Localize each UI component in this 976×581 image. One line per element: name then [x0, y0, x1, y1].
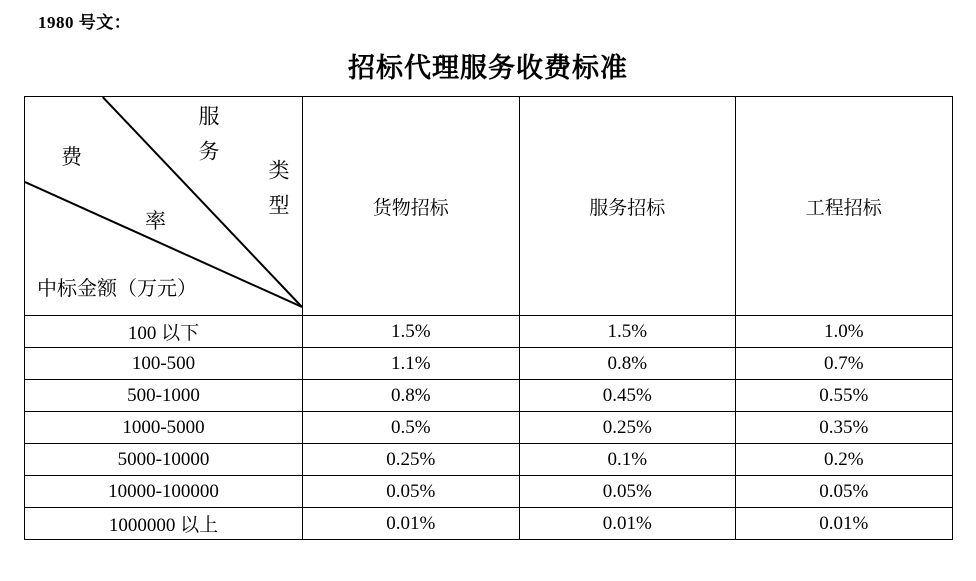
row-label: 5000-10000	[25, 444, 303, 476]
column-header-service: 服务招标	[519, 97, 736, 316]
fee-standard-table	[24, 96, 953, 540]
row-value: 0.45%	[519, 380, 736, 412]
table-row	[25, 412, 953, 444]
row-value: 0.01%	[519, 508, 736, 540]
corner-label-type: 类型	[266, 159, 290, 229]
row-label: 1000-5000	[25, 412, 303, 444]
row-value: 1.5%	[303, 316, 520, 348]
row-value: 0.55%	[736, 380, 953, 412]
row-value: 0.35%	[736, 412, 953, 444]
row-value: 0.05%	[519, 476, 736, 508]
document-header-note: 1980 号文：	[38, 13, 132, 32]
row-value: 0.5%	[303, 412, 520, 444]
row-label: 1000000 以上	[25, 508, 303, 540]
table-row	[25, 476, 953, 508]
row-value: 0.7%	[736, 348, 953, 380]
row-value: 1.1%	[303, 348, 520, 380]
row-value: 0.2%	[736, 444, 953, 476]
row-value: 0.25%	[519, 412, 736, 444]
row-label: 100 以下	[25, 316, 303, 348]
corner-label-fee: 费	[61, 145, 82, 169]
column-header-goods: 货物招标	[303, 97, 520, 316]
row-label: 500-1000	[25, 380, 303, 412]
row-value: 0.8%	[303, 380, 520, 412]
table-corner-header-cell	[25, 97, 303, 316]
table-row	[25, 444, 953, 476]
page-title: 招标代理服务收费标准	[348, 53, 628, 83]
corner-label-rate: 率	[145, 209, 166, 233]
fee-standard-table-container	[24, 96, 952, 540]
corner-label-amount: 中标金额（万元）	[37, 278, 197, 300]
column-header-engineering: 工程招标	[736, 97, 953, 316]
table-row	[25, 380, 953, 412]
row-value: 0.1%	[519, 444, 736, 476]
table-row	[25, 508, 953, 540]
table-row	[25, 348, 953, 380]
row-value: 1.5%	[519, 316, 736, 348]
row-value: 0.05%	[303, 476, 520, 508]
row-label: 100-500	[25, 348, 303, 380]
row-label: 10000-100000	[25, 476, 303, 508]
row-value: 0.05%	[736, 476, 953, 508]
table-row	[25, 316, 953, 348]
row-value: 0.25%	[303, 444, 520, 476]
corner-label-service: 服务	[196, 105, 220, 175]
table-header-row	[25, 97, 953, 316]
row-value: 0.01%	[736, 508, 953, 540]
row-value: 0.8%	[519, 348, 736, 380]
row-value: 0.01%	[303, 508, 520, 540]
row-value: 1.0%	[736, 316, 953, 348]
